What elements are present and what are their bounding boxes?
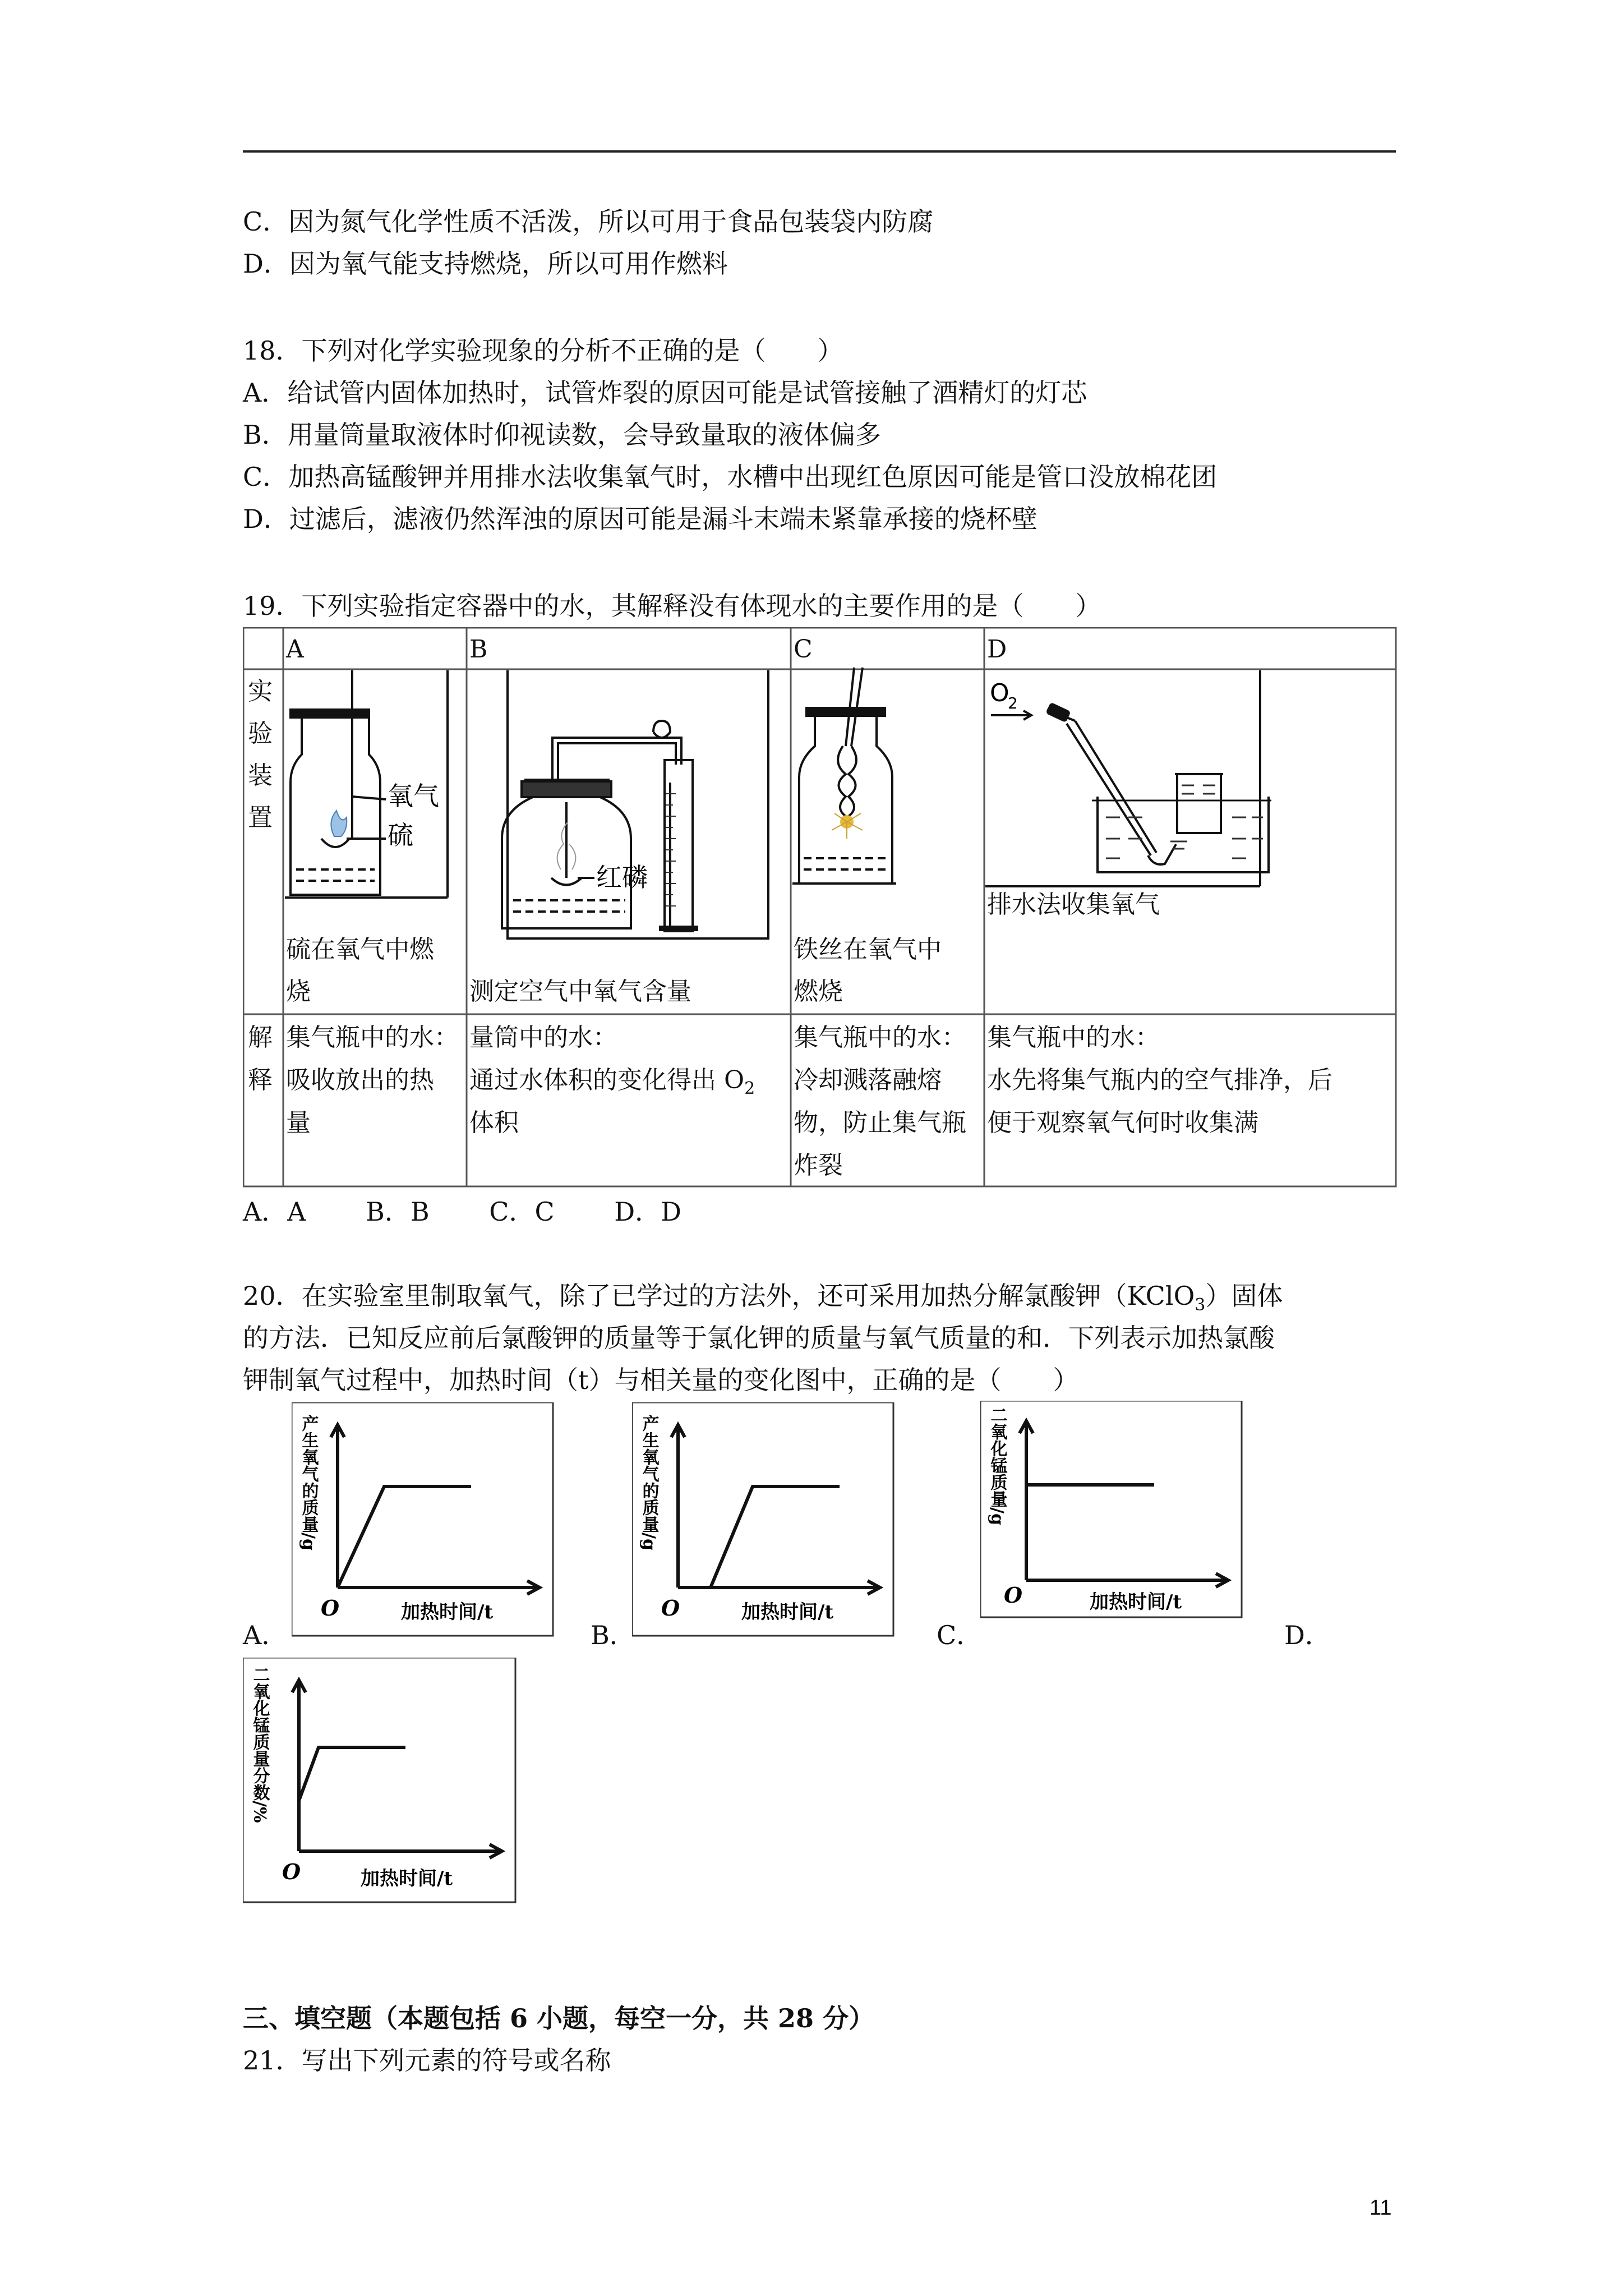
row-label-setup-1: 实 <box>248 677 273 706</box>
apparatus-c-caption-1: 铁丝在氧气中 <box>794 935 942 964</box>
q20-stem-line1-b: ）固体 <box>1205 1281 1283 1311</box>
graph-a <box>292 1402 555 1638</box>
apparatus-a-sulfur <box>285 670 453 906</box>
explain-b-2-text: 通过水体积的变化得出 O <box>469 1066 745 1094</box>
apparatus-a-caption-2: 烧 <box>286 977 311 1006</box>
q19-header-a: A <box>286 635 304 664</box>
q18-option-b: B．用量筒量取液体时仰视读数，会导致量取的液体偏多 <box>243 420 881 450</box>
graph-a-xlabel: 加热时间/t <box>401 1601 494 1623</box>
graph-b-xlabel: 加热时间/t <box>741 1601 834 1623</box>
section3-title: 三、填空题（本题包括 6 小题，每空一分，共 28 分） <box>243 2003 875 2033</box>
graph-a-ylabel: 产生氧气的质量/g <box>298 1415 319 1550</box>
explain-c-4: 炸裂 <box>794 1151 843 1180</box>
q17-option-c: C．因为氮气化学性质不活泼，所以可用于食品包装袋内防腐 <box>243 206 934 237</box>
q20-option-d-label: D． <box>1284 1620 1331 1650</box>
q20-stem-line3: 钾制氧气过程中，加热时间（t）与相关量的变化图中，正确的是（ ） <box>243 1365 1079 1395</box>
graph-d-origin: O <box>282 1859 301 1884</box>
apparatus-d-label-o2-sub: 2 <box>1008 694 1018 712</box>
graph-b <box>632 1402 896 1638</box>
explain-d-2: 水先将集气瓶内的空气排净，后 <box>987 1066 1332 1094</box>
graph-c <box>980 1401 1244 1619</box>
row-label-setup-4: 置 <box>248 803 273 832</box>
page-number: 11 <box>1370 2196 1392 2220</box>
q18-option-a: A．给试管内固体加热时，试管炸裂的原因可能是试管接触了酒精灯的灯芯 <box>243 378 1087 408</box>
explain-a-2: 吸收放出的热 <box>286 1066 434 1094</box>
q20-option-a-label: A． <box>243 1620 288 1650</box>
graph-b-ylabel: 产生氧气的质量/g <box>639 1415 659 1550</box>
q19-choices: A．A B．B C．C D．D <box>243 1197 682 1227</box>
explain-d-1: 集气瓶中的水： <box>987 1023 1160 1052</box>
explain-a-3: 量 <box>286 1108 311 1137</box>
q20-stem-line1 <box>243 1279 1283 1322</box>
apparatus-b-label-phosphorus: 红磷 <box>596 862 648 892</box>
q21-stem: 21．写出下列元素的符号或名称 <box>243 2045 611 2076</box>
graph-c-ylabel: 二氧化锰质量/g <box>987 1406 1007 1525</box>
q20-option-c-label: C． <box>937 1620 983 1650</box>
q19-stem: 19．下列实验指定容器中的水，其解释没有体现水的主要作用的是（ ） <box>243 591 1101 621</box>
explain-c-1: 集气瓶中的水： <box>794 1023 966 1052</box>
apparatus-b-phosphorus <box>468 670 774 951</box>
apparatus-a-label-oxygen: 氧气 <box>388 781 439 811</box>
apparatus-b-caption-1: 测定空气中氧气含量 <box>469 977 691 1006</box>
graph-d <box>243 1658 518 1904</box>
explain-b-2-sub: 2 <box>744 1079 755 1098</box>
explain-c-3: 物，防止集气瓶 <box>794 1108 966 1137</box>
apparatus-d-label-o2: O <box>990 679 1009 707</box>
q17-option-d: D．因为氧气能支持燃烧，所以可用作燃料 <box>243 249 728 279</box>
row-label-setup-3: 装 <box>248 761 273 790</box>
explain-b-1: 量筒中的水： <box>469 1023 617 1052</box>
graph-d-xlabel: 加热时间/t <box>361 1867 453 1890</box>
explain-a-1: 集气瓶中的水： <box>286 1023 459 1052</box>
apparatus-c-iron-wire <box>792 662 896 886</box>
explain-b-3: 体积 <box>469 1108 519 1137</box>
apparatus-d-water-collection <box>985 670 1271 889</box>
graph-d-ylabel: 二氧化锰质量分数/% <box>250 1666 270 1823</box>
q20-stem-line2: 的方法．已知反应前后氯酸钾的质量等于氯化钾的质量与氧气质量的和．下列表示加热氯酸 <box>243 1323 1275 1353</box>
q19-header-d: D <box>987 635 1007 664</box>
apparatus-d-caption-1: 排水法收集氧气 <box>987 890 1160 919</box>
explain-d-3: 便于观察氧气何时收集满 <box>987 1108 1258 1137</box>
explain-c-2: 冷却溅落融熔 <box>794 1066 942 1094</box>
apparatus-a-caption-1: 硫在氧气中燃 <box>286 935 434 964</box>
row-label-explain-1: 解 <box>248 1023 273 1052</box>
graph-c-xlabel: 加热时间/t <box>1090 1591 1182 1613</box>
q19-header-b: B <box>469 635 488 664</box>
q18-stem: 18．下列对化学实验现象的分析不正确的是（ ） <box>243 335 843 366</box>
q19-header-c: C <box>794 635 813 664</box>
apparatus-a-label-sulfur: 硫 <box>388 820 413 850</box>
row-label-explain-2: 释 <box>248 1066 273 1094</box>
graph-b-origin: O <box>661 1595 680 1621</box>
q18-option-c: C．加热高锰酸钾并用排水法收集氧气时，水槽中出现红色原因可能是管口没放棉花团 <box>243 462 1218 492</box>
graph-a-origin: O <box>321 1595 340 1621</box>
q20-option-b-label: B． <box>591 1620 635 1650</box>
q20-stem-line1-sub: 3 <box>1195 1295 1206 1315</box>
q18-option-d: D．过滤后，滤液仍然浑浊的原因可能是漏斗末端未紧靠承接的烧杯壁 <box>243 504 1038 534</box>
q20-stem-line1-a: 20．在实验室里制取氧气，除了已学过的方法外，还可采用加热分解氯酸钾（KClO <box>243 1281 1195 1311</box>
apparatus-c-caption-2: 燃烧 <box>794 977 843 1006</box>
graph-c-origin: O <box>1004 1582 1023 1608</box>
header-rule <box>243 150 1396 153</box>
row-label-setup-2: 验 <box>248 719 273 748</box>
